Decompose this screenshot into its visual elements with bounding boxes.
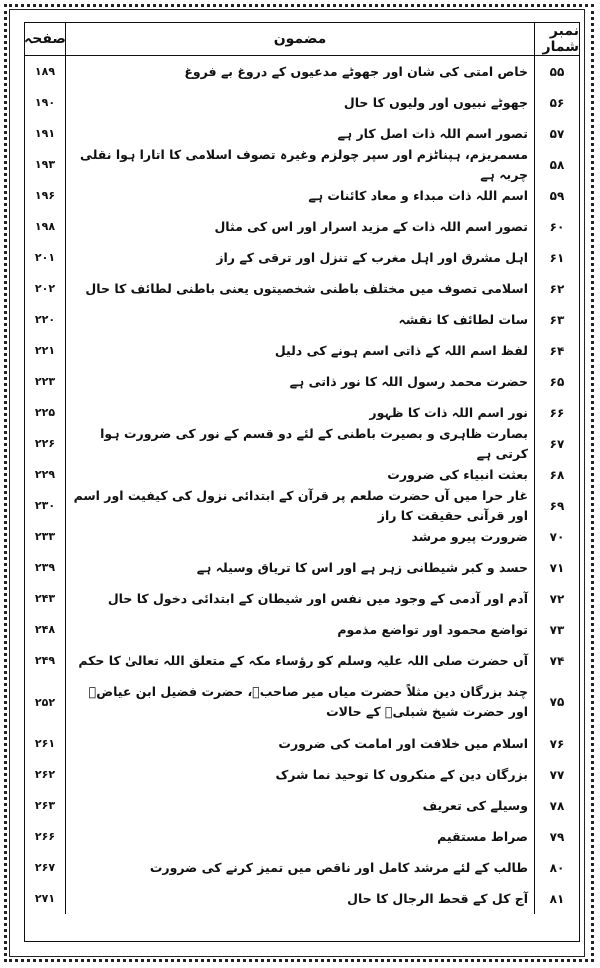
entry-number: ۶۳ — [549, 312, 565, 327]
entry-title: تواضع محمود اور تواضع مذموم — [337, 621, 528, 637]
entry-page-cell — [25, 728, 65, 759]
entry-page: ۲۲۶ — [34, 437, 56, 450]
entry-number-cell — [534, 211, 579, 242]
entry-page: ۲۳۳ — [34, 530, 56, 543]
entry-number: ۷۰ — [549, 529, 565, 544]
entry-page-cell — [25, 242, 65, 273]
entry-title: آدم اور آدمی کے وجود میں نفس اور شیطان کے ابتدائی دخول کا حال — [107, 590, 528, 606]
entry-number-cell — [534, 428, 579, 459]
toc-row — [25, 487, 579, 523]
entry-number-cell — [534, 366, 579, 397]
entry-title: بعثت انبیاء کی ضرورت — [387, 466, 528, 482]
entry-title: طالب کے لئے مرشد کامل اور ناقص میں تمیز کرنے کی ضرورت — [149, 859, 528, 875]
entry-title: مسمریزم، ہپناٹزم اور سپر چولزم وغیرہ تصوف اسلامی کا اتارا ہوا نقلی چربہ ہے — [80, 146, 528, 182]
entry-number: ۷۶ — [549, 736, 565, 751]
entry-title: اسلامی تصوف میں مختلف باطنی شخصیتوں یعنی باطنی لطائف کا حال — [85, 280, 528, 296]
entry-number: ۶۸ — [549, 467, 565, 482]
entry-page: ۲۲۳ — [34, 375, 56, 388]
entry-number-cell — [534, 790, 579, 821]
entry-page: ۱۹۰ — [34, 96, 56, 109]
toc-row — [25, 614, 579, 645]
entry-page: ۲۲۹ — [34, 468, 56, 481]
entry-number: ۷۴ — [549, 653, 565, 668]
header-page-cell — [25, 23, 65, 55]
entry-page-cell — [25, 521, 65, 552]
toc-row — [25, 759, 579, 790]
entry-page: ۱۹۳ — [34, 158, 56, 171]
toc-row — [25, 87, 579, 118]
entry-page-cell — [25, 118, 65, 149]
entry-page: ۱۹۸ — [34, 220, 56, 233]
entry-title-cell — [65, 852, 534, 883]
entry-page: ۲۳۹ — [34, 561, 56, 574]
toc-row — [25, 425, 579, 461]
entry-page-cell — [25, 87, 65, 118]
entry-number-cell — [534, 821, 579, 852]
entry-title: غار حرا میں آں حضرت صلعم پر قرآن کے ابتدائی نزول کی کیفیت اور اسم اور قرآنی حقیقت کا راز — [73, 487, 528, 523]
entry-number: ۶۵ — [549, 374, 565, 389]
entry-page-cell — [25, 149, 65, 180]
toc-row — [25, 583, 579, 614]
entry-number: ۵۸ — [549, 157, 565, 172]
entry-number-cell — [534, 335, 579, 366]
entry-title: ضرورت پیرو مرشد — [411, 528, 528, 544]
entry-page-cell — [25, 366, 65, 397]
entry-number-cell — [534, 728, 579, 759]
entry-number: ۷۸ — [549, 798, 565, 813]
entry-title: سات لطائف کا نقشہ — [398, 311, 528, 327]
entry-title-cell — [65, 56, 534, 87]
entry-number: ۵۶ — [549, 95, 565, 110]
entry-page-cell — [25, 645, 65, 676]
entry-number-cell — [534, 273, 579, 304]
entry-title: لفظ اسم اللہ کے ذاتی اسم ہونے کی دلیل — [274, 342, 528, 358]
entry-title: بصارت ظاہری و بصیرت باطنی کے لئے دو قسم کے نور کی ضرورت ہوا کرتی ہے — [100, 425, 528, 461]
entry-title-cell — [65, 487, 534, 523]
entry-title: وسیلے کی تعریف — [422, 797, 528, 813]
entry-number-cell — [534, 676, 579, 728]
entry-number: ۷۵ — [549, 695, 565, 709]
entry-title-cell — [65, 676, 534, 728]
entry-number: ۶۰ — [549, 219, 565, 234]
entry-number: ۷۹ — [549, 829, 565, 844]
entry-page-cell — [25, 883, 65, 914]
entry-title: اسلام میں خلافت اور امامت کی ضرورت — [278, 735, 528, 751]
entry-number: ۷۳ — [549, 622, 565, 637]
entry-page-cell — [25, 583, 65, 614]
entry-page: ۲۰۱ — [34, 251, 56, 264]
entry-title: بزرگان دین کے منکروں کا توحید نما شرک — [275, 766, 528, 782]
entry-title-cell — [65, 146, 534, 182]
entry-page: ۲۶۷ — [34, 861, 56, 874]
entry-title-cell — [65, 335, 534, 366]
entry-number-cell — [534, 180, 579, 211]
entry-page: ۲۵۲ — [34, 695, 56, 709]
entry-page-cell — [25, 821, 65, 852]
entry-page: ۲۶۲ — [34, 768, 56, 781]
toc-row — [25, 790, 579, 821]
entry-number: ۵۵ — [549, 64, 565, 79]
header-title-label: مضمون — [273, 31, 327, 47]
entry-title-cell — [65, 759, 534, 790]
entry-page-cell — [25, 304, 65, 335]
entry-number: ۶۱ — [549, 250, 565, 265]
entry-page-cell — [25, 552, 65, 583]
entry-number-cell — [534, 552, 579, 583]
toc-row — [25, 146, 579, 182]
entry-title: اسم اللہ ذات مبداء و معاد کائنات ہے — [308, 187, 528, 203]
entry-number-cell — [534, 583, 579, 614]
entry-title: تصور اسم اللہ ذات کے مزید اسرار اور اس کی مثال — [214, 218, 528, 234]
entry-page-cell — [25, 335, 65, 366]
table-of-contents — [24, 22, 580, 942]
entry-title: حضرت محمد رسول اللہ کا نور ذاتی ہے — [289, 373, 528, 389]
entry-page-cell — [25, 428, 65, 459]
entry-number: ۸۰ — [549, 860, 565, 875]
entry-page: ۲۲۱ — [34, 344, 56, 357]
entry-page-cell — [25, 490, 65, 521]
entry-number-cell — [534, 149, 579, 180]
header-title-cell — [65, 23, 534, 55]
entry-title-cell — [65, 583, 534, 614]
toc-row — [25, 56, 579, 87]
entry-number-cell — [534, 759, 579, 790]
entry-page-cell — [25, 56, 65, 87]
entry-title-cell — [65, 521, 534, 552]
entry-number-cell — [534, 56, 579, 87]
entry-page-cell — [25, 790, 65, 821]
entry-page-cell — [25, 180, 65, 211]
entry-number: ۶۴ — [549, 343, 565, 358]
entry-number: ۶۷ — [549, 436, 565, 451]
entry-page: ۲۴۸ — [34, 623, 56, 636]
entry-number: ۶۶ — [549, 405, 565, 420]
entry-title-cell — [65, 366, 534, 397]
entry-page: ۱۸۹ — [34, 65, 56, 78]
toc-row — [25, 335, 579, 366]
entry-title: حسد و کبر شیطانی زہر ہے اور اس کا تریاق وسیلہ ہے — [196, 559, 528, 575]
entry-number: ۵۹ — [549, 188, 565, 203]
entry-title: اہل مشرق اور اہل مغرب کے تنزل اور ترقی کے راز — [216, 249, 528, 265]
toc-row — [25, 821, 579, 852]
entry-page-cell — [25, 614, 65, 645]
entry-page-cell — [25, 759, 65, 790]
entry-page-cell — [25, 459, 65, 490]
entry-number-cell — [534, 521, 579, 552]
entry-number: ۸۱ — [549, 891, 565, 906]
entry-title-cell — [65, 425, 534, 461]
entry-title-cell — [65, 180, 534, 211]
entry-title-cell — [65, 614, 534, 645]
entry-title: آں حضرت صلی اللہ علیہ وسلم کو رؤساء مکہ کے متعلق اللہ تعالیٰ کا حکم — [78, 652, 528, 668]
entry-page-cell — [25, 273, 65, 304]
entry-title-cell — [65, 790, 534, 821]
header-number-label: نمبر شمار — [542, 23, 579, 55]
toc-row — [25, 552, 579, 583]
toc-row — [25, 180, 579, 211]
entry-title-cell — [65, 211, 534, 242]
entry-page: ۲۶۱ — [34, 737, 56, 750]
header-page-label: صفحہ — [24, 31, 66, 47]
entry-title-cell — [65, 821, 534, 852]
entry-title-cell — [65, 645, 534, 676]
entry-page-cell — [25, 397, 65, 428]
entry-number-cell — [534, 614, 579, 645]
entry-number: ۷۱ — [549, 560, 565, 575]
entry-number: ۵۷ — [549, 126, 565, 141]
entry-page-cell — [25, 852, 65, 883]
entry-number-cell — [534, 459, 579, 490]
entry-title: جھوٹے نبیوں اور ولیوں کا حال — [343, 94, 528, 110]
entry-title: تصور اسم اللہ ذات اصل کار ہے — [337, 125, 528, 141]
entry-page: ۱۹۶ — [34, 189, 56, 202]
entry-number: ۷۷ — [549, 767, 565, 782]
entry-page: ۲۶۳ — [34, 799, 56, 812]
entry-page: ۲۰۲ — [34, 282, 56, 295]
entry-number: ۶۲ — [549, 281, 565, 296]
toc-row — [25, 211, 579, 242]
entry-number-cell — [534, 883, 579, 914]
entry-number-cell — [534, 490, 579, 521]
entry-title-cell — [65, 304, 534, 335]
entry-title-cell — [65, 883, 534, 914]
entry-page-cell — [25, 676, 65, 728]
toc-row — [25, 304, 579, 335]
entry-number-cell — [534, 118, 579, 149]
toc-row — [25, 883, 579, 914]
entry-title: آج کل کے قحط الرجال کا حال — [347, 890, 528, 906]
toc-row — [25, 645, 579, 676]
header-number-cell — [534, 23, 579, 55]
entry-number: ۶۹ — [549, 498, 565, 513]
toc-row — [25, 676, 579, 728]
entry-page-cell — [25, 211, 65, 242]
entry-page: ۲۳۰ — [34, 499, 56, 512]
entry-title-cell — [65, 552, 534, 583]
entry-number-cell — [534, 645, 579, 676]
entry-number-cell — [534, 397, 579, 428]
toc-rows — [25, 56, 579, 914]
toc-row — [25, 366, 579, 397]
entry-page: ۲۶۶ — [34, 830, 56, 843]
entry-number: ۷۲ — [549, 591, 565, 606]
entry-number-cell — [534, 87, 579, 118]
table-header — [25, 23, 579, 56]
entry-title: چند بزرگان دین مثلاً حضرت میاں میر صاحبؒ، حضرت فضیل ابن عیاضؒ اور حضرت شیخ شبلیؒ کے حالات — [88, 684, 528, 719]
toc-row — [25, 273, 579, 304]
entry-page: ۲۷۱ — [34, 892, 56, 905]
entry-page: ۲۴۹ — [34, 654, 56, 667]
entry-page: ۲۴۳ — [34, 592, 56, 605]
entry-title: نور اسم اللہ ذات کا ظہور — [369, 404, 528, 420]
entry-page: ۱۹۱ — [34, 127, 56, 140]
toc-row — [25, 852, 579, 883]
entry-title-cell — [65, 273, 534, 304]
entry-number-cell — [534, 242, 579, 273]
entry-title-cell — [65, 87, 534, 118]
entry-page: ۲۲۵ — [34, 406, 56, 419]
toc-row — [25, 521, 579, 552]
toc-row — [25, 728, 579, 759]
toc-row — [25, 242, 579, 273]
entry-page: ۲۲۰ — [34, 313, 56, 326]
entry-title-cell — [65, 728, 534, 759]
entry-title: خاص امتی کی شان اور جھوٹے مدعیوں کے دروغ بے فروغ — [184, 63, 528, 79]
entry-number-cell — [534, 852, 579, 883]
entry-title: صراط مستقیم — [437, 828, 528, 844]
entry-number-cell — [534, 304, 579, 335]
entry-title-cell — [65, 242, 534, 273]
